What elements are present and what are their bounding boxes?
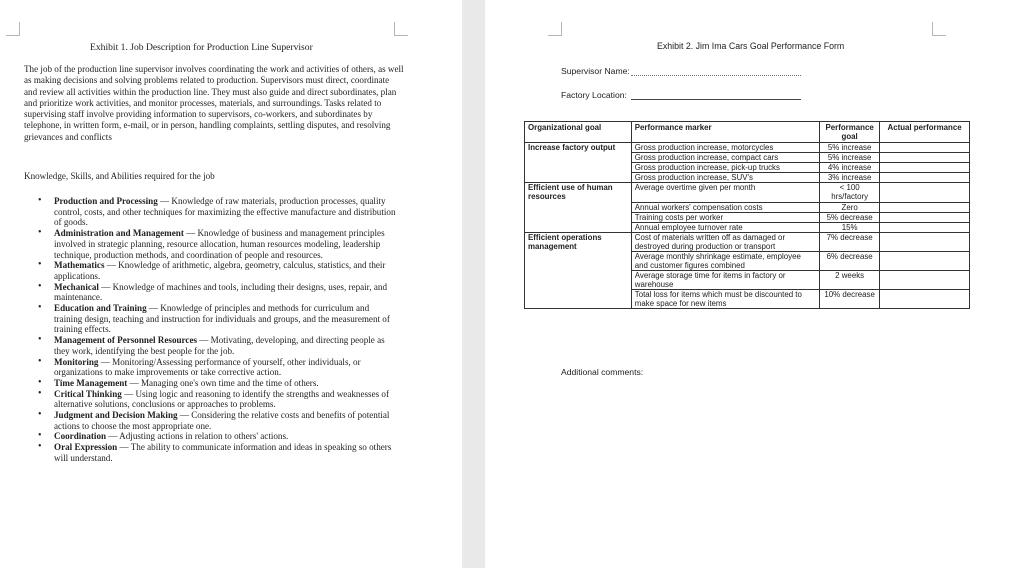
ksa-term: Administration and Management	[54, 228, 184, 239]
actual-cell[interactable]	[880, 223, 970, 233]
actual-cell[interactable]	[880, 163, 970, 173]
ksa-heading: Knowledge, Skills, and Abilities required for the job	[24, 171, 215, 181]
factory-location-label: Factory Location:	[561, 90, 627, 100]
ksa-desc: — The ability to communicate information and ideas in speaking so others will understand.	[54, 442, 392, 463]
actual-cell[interactable]	[880, 233, 970, 252]
ksa-term: Production and Processing	[54, 196, 158, 206]
exhibit-1-title: Exhibit 1. Job Description for Production Line Supervisor	[90, 42, 313, 53]
ksa-desc: — Knowledge of business and management principles involved in strategic planning, resource allocation, human resources modeling, leadership technique, production methods, and coordination of people and resources.	[54, 228, 385, 260]
ksa-desc: — Managing one's own time and the time of others.	[127, 377, 319, 388]
ksa-desc: — Knowledge of machines and tools, including their designs, uses, repair, and maintenance.	[54, 281, 388, 303]
target-cell: 2 weeks	[820, 271, 880, 290]
actual-cell[interactable]	[880, 153, 970, 163]
target-cell: 5% increase	[820, 143, 880, 153]
table-row	[525, 233, 970, 252]
marker-cell: Gross production increase, motorcycles	[631, 143, 819, 153]
actual-cell[interactable]	[880, 173, 970, 183]
ksa-item	[38, 303, 398, 335]
marker-cell: Total loss for items which must be discounted to make space for new items	[631, 290, 819, 309]
ksa-term: Education and Training	[54, 303, 147, 314]
actual-cell[interactable]	[880, 203, 970, 213]
marker-cell: Average overtime given per month	[631, 183, 819, 203]
ksa-desc: — Considering the relative costs and benefits of potential actions to choose the most appropriate one.	[54, 410, 390, 431]
exhibit-2-title: Exhibit 2. Jim Ima Cars Goal Performance Form	[657, 41, 845, 51]
ksa-term: Management of Personnel Resources	[54, 335, 198, 346]
marker-cell: Average storage time for items in factory or warehouse	[631, 271, 819, 290]
ksa-item	[38, 410, 398, 431]
page-corner-mark	[932, 22, 946, 36]
target-cell: < 100 hrs/factory	[820, 183, 880, 203]
target-cell: 6% decrease	[820, 252, 880, 271]
supervisor-name-label: Supervisor Name:	[561, 66, 630, 76]
page-exhibit-2	[485, 0, 1024, 568]
actual-cell[interactable]	[880, 213, 970, 223]
actual-cell[interactable]	[880, 143, 970, 153]
ksa-term: Mechanical	[54, 281, 99, 292]
table-header-row	[525, 122, 970, 143]
ksa-item	[38, 260, 398, 281]
actual-cell[interactable]	[880, 271, 970, 290]
header-performance-goal: Performance goal	[820, 122, 880, 143]
goal-performance-table	[524, 121, 970, 309]
ksa-term: Monitoring	[54, 356, 99, 367]
ksa-desc: — Monitoring/Assessing performance of yourself, other individuals, or organizations to make improvements or take corrective action.	[54, 356, 361, 378]
org-goal-cell: Increase factory output	[525, 143, 632, 183]
org-goal-cell: Efficient use of human resources	[525, 183, 632, 233]
page-corner-mark	[6, 22, 20, 36]
ksa-term: Oral Expression	[54, 442, 118, 453]
header-org-goal: Organizational goal	[525, 122, 632, 143]
org-goal-cell: Efficient operations management	[525, 233, 632, 309]
ksa-desc: — Knowledge of raw materials, production processes, quality control, costs, and other techniques for maximizing the effective manufacture and distribution of goods.	[54, 196, 396, 228]
ksa-item	[38, 431, 398, 442]
target-cell: 3% increase	[820, 173, 880, 183]
ksa-desc: — Adjusting actions in relation to others' actions.	[106, 431, 289, 442]
ksa-desc: — Motivating, developing, and directing people as they work, identifying the best people for the job.	[54, 335, 385, 356]
marker-cell: Annual employee turnover rate	[631, 223, 819, 233]
factory-location-field[interactable]	[631, 99, 801, 100]
target-cell: 15%	[820, 223, 880, 233]
target-cell: 5% increase	[820, 153, 880, 163]
marker-cell: Gross production increase, compact cars	[631, 153, 819, 163]
ksa-item	[38, 357, 398, 378]
page-corner-mark	[394, 22, 408, 36]
marker-cell: Annual workers' compensation costs	[631, 203, 819, 213]
header-actual-performance: Actual performance	[880, 122, 970, 143]
ksa-list	[38, 196, 398, 464]
ksa-item	[38, 228, 398, 260]
job-description-intro: The job of the production line supervisor involves coordinating the work and activities of others, as well as making decisions and solving problems related to production. Supervisors must direct, coordinate and review all activities within the production line. They must also guide and direct subordinates, plan and prioritize work activities, and monitor processes, materials, and surroundings. Tasks related to supervising staff involve providing information to supervisors, co-workers, and subordinates by telephone, in written form, e-mail, or in person, handling complaints, settling disputes, and resolving grievances and conflicts	[24, 64, 404, 142]
additional-comments-label: Additional comments:	[561, 367, 644, 377]
target-cell: 5% decrease	[820, 213, 880, 223]
ksa-item	[38, 389, 398, 410]
ksa-item	[38, 442, 398, 463]
actual-cell[interactable]	[880, 290, 970, 309]
target-cell: 10% decrease	[820, 290, 880, 309]
marker-cell: Gross production increase, SUV's	[631, 173, 819, 183]
page-exhibit-1	[0, 0, 462, 568]
ksa-term: Critical Thinking	[54, 388, 122, 399]
actual-cell[interactable]	[880, 252, 970, 271]
target-cell: 7% decrease	[820, 233, 880, 252]
table-row	[525, 143, 970, 153]
ksa-term: Coordination	[54, 431, 107, 442]
table-row	[525, 183, 970, 203]
ksa-item	[38, 196, 398, 228]
marker-cell: Gross production increase, pick-up trucks	[631, 163, 819, 173]
page-corner-mark	[548, 22, 562, 36]
actual-cell[interactable]	[880, 183, 970, 203]
ksa-term: Time Management	[54, 377, 128, 388]
ksa-term: Judgment and Decision Making	[54, 410, 178, 421]
target-cell: 4% increase	[820, 163, 880, 173]
ksa-item	[38, 282, 398, 303]
ksa-desc: — Knowledge of arithmetic, algebra, geometry, calculus, statistics, and their applications.	[54, 260, 386, 281]
supervisor-name-field[interactable]	[631, 75, 801, 76]
ksa-desc: — Knowledge of principles and methods for curriculum and training design, teaching and instruction for individuals and groups, and the measurement of training effects.	[54, 303, 390, 335]
ksa-term: Mathematics	[54, 260, 105, 271]
marker-cell: Cost of materials written off as damaged or destroyed during production or transport	[631, 233, 819, 252]
marker-cell: Training costs per worker	[631, 213, 819, 223]
ksa-item	[38, 378, 398, 389]
ksa-item	[38, 335, 398, 356]
header-performance-marker: Performance marker	[631, 122, 819, 143]
target-cell: Zero	[820, 203, 880, 213]
marker-cell: Average monthly shrinkage estimate, employee and customer figures combined	[631, 252, 819, 271]
ksa-desc: — Using logic and reasoning to identify the strengths and weaknesses of alternative solutions, conclusions or approaches to problems.	[54, 388, 390, 410]
